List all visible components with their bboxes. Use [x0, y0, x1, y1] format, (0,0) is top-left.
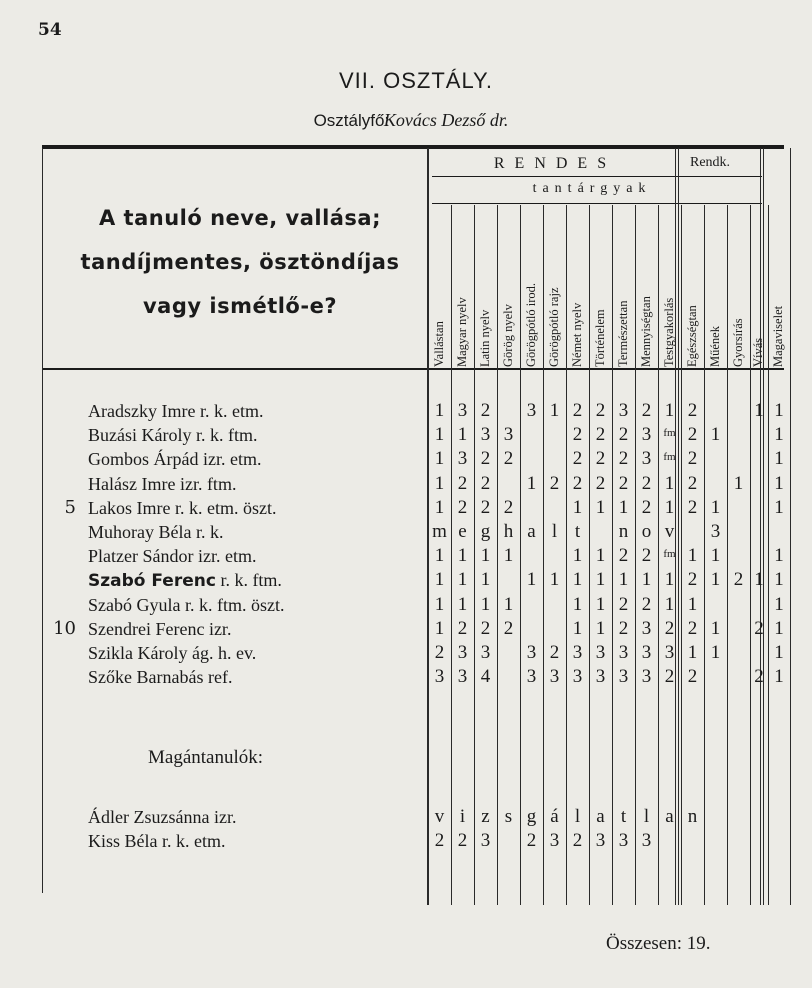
- grade-cell: 1: [687, 642, 698, 663]
- grade-cell: 2: [480, 448, 491, 470]
- grade-cell: 3: [641, 830, 652, 851]
- grade-cell: 1: [754, 569, 764, 591]
- grade-cell: 3: [641, 424, 652, 446]
- grade-cell: 1: [618, 496, 629, 518]
- grade-cell: 1: [687, 545, 698, 567]
- subject-header: [768, 207, 790, 367]
- subject-header: [635, 207, 658, 367]
- grade-cell: 1: [710, 569, 721, 591]
- grade-cell: 3: [457, 666, 468, 688]
- header-line-2: tandíjmentes, ösztöndíjas: [80, 250, 400, 274]
- grade-cell: 1: [572, 496, 583, 518]
- subject-label: Vallástan: [431, 321, 446, 367]
- grade-cell: s: [504, 806, 513, 827]
- grade-cell: 1: [503, 593, 514, 615]
- grade-cell: 1: [595, 545, 606, 567]
- grade-cell: 2: [503, 617, 514, 639]
- grade-cell: 1: [733, 472, 744, 494]
- grade-cell: n: [618, 521, 629, 542]
- grade-cell: 2: [754, 617, 764, 639]
- rendes-header: RENDES: [493, 155, 617, 172]
- grade-cell: 1: [710, 617, 721, 639]
- grade-cell: 3: [641, 666, 652, 688]
- class-title: [0, 68, 812, 94]
- grade-cell: 2: [687, 472, 698, 494]
- row-number: 10: [53, 617, 76, 639]
- subject-header: [566, 207, 589, 367]
- grade-cell: l: [643, 806, 650, 827]
- head-teacher: [0, 110, 812, 131]
- subject-label: Német nyelv: [569, 302, 584, 367]
- grade-cell: a: [596, 806, 605, 827]
- subject-label: Természettan: [615, 300, 630, 367]
- table-row: [0, 568, 812, 592]
- grade-cell: 1: [549, 569, 560, 591]
- grade-cell: 2: [572, 448, 583, 470]
- grade-cell: 1: [774, 424, 784, 446]
- grade-cell: h: [503, 521, 514, 542]
- grade-cell: 1: [526, 569, 537, 591]
- grade-cell: 2: [526, 830, 537, 851]
- grade-cell: 2: [457, 472, 468, 494]
- grade-cell: o: [641, 521, 652, 542]
- table-row: [0, 665, 812, 689]
- student-name: [88, 641, 256, 665]
- grade-cell: t: [574, 521, 581, 542]
- grade-cell: 3: [526, 400, 537, 421]
- header-bottom-rule: [42, 368, 784, 370]
- grade-cell: 1: [503, 545, 514, 567]
- table-row: [0, 593, 812, 617]
- subject-label: Vívás: [751, 337, 765, 367]
- header-line-3: vagy ismétlő-e?: [142, 294, 338, 318]
- subject-header: [543, 207, 566, 367]
- grade-cell: 1: [774, 666, 784, 688]
- grade-cell: 1: [457, 424, 468, 446]
- grade-cell: 1: [710, 424, 721, 446]
- grade-cell: 2: [687, 666, 698, 688]
- grade-cell: 2: [754, 666, 764, 688]
- grade-cell: 1: [595, 569, 606, 591]
- grade-cell: n: [687, 806, 698, 827]
- grade-cell: 3: [457, 448, 468, 470]
- subject-label: Magyar nyelv: [454, 297, 469, 367]
- grade-cell: 3: [503, 424, 514, 446]
- grade-cell: 1: [434, 400, 445, 421]
- subject-label: Egészségtan: [684, 305, 699, 367]
- grade-cell: 1: [434, 472, 445, 494]
- grade-cell: 3: [526, 642, 537, 663]
- subject-header: [612, 207, 635, 367]
- subject-label: Latin nyelv: [477, 309, 492, 367]
- grade-cell: 4: [480, 666, 491, 688]
- grade-cell: 2: [687, 400, 698, 421]
- subject-header: [589, 207, 612, 367]
- grade-cell: 2: [549, 642, 560, 663]
- grade-cell: 2: [687, 496, 698, 518]
- grade-cell: 1: [774, 545, 784, 567]
- grade-cell: l: [574, 806, 581, 827]
- grade-cell: 3: [595, 830, 606, 851]
- grade-cell: 3: [457, 642, 468, 663]
- student-name-text: Szabó Gyula r. k. ftm. öszt.: [88, 594, 285, 615]
- grade-cell: 1: [664, 472, 675, 494]
- grade-cell: 3: [434, 666, 445, 688]
- grade-cell: 2: [733, 569, 744, 591]
- grade-cell: 1: [549, 400, 560, 421]
- grade-cell: a: [527, 521, 536, 542]
- grade-cell: e: [458, 521, 467, 542]
- subject-header: [451, 207, 474, 367]
- grade-cell: 1: [664, 400, 675, 421]
- table-row: [0, 617, 812, 641]
- subject-header: [428, 207, 451, 367]
- grade-cell: t: [620, 806, 627, 827]
- grade-cell: 1: [480, 545, 491, 567]
- subject-header: [520, 207, 543, 367]
- grade-cell: 1: [457, 593, 468, 615]
- grade-cell: 3: [641, 448, 652, 470]
- student-name-text: Szőke Barnabás ref.: [88, 667, 233, 688]
- page-number: 54: [38, 20, 62, 40]
- grade-cell: 1: [434, 448, 445, 470]
- student-name: [88, 447, 261, 471]
- grade-cell: 1: [710, 496, 721, 518]
- grade-cell: 1: [710, 642, 721, 663]
- table-row: [0, 805, 812, 829]
- student-name: [88, 805, 236, 829]
- grade-cell: 3: [549, 666, 560, 688]
- grade-cell: 2: [503, 448, 514, 470]
- grade-cell: 2: [549, 472, 560, 494]
- grade-cell: 3: [664, 642, 675, 663]
- grade-cell: 2: [480, 400, 491, 421]
- student-name: [88, 593, 284, 617]
- grade-cell: 2: [641, 593, 652, 615]
- row-number: 5: [64, 496, 76, 518]
- grade-cell: l: [551, 521, 558, 542]
- student-name: [88, 829, 226, 853]
- tantargyak-header: tantárgyak: [532, 181, 652, 196]
- grade-cell: a: [665, 806, 674, 827]
- subject-label: Mennyiségtan: [638, 296, 653, 367]
- grade-cell: 2: [457, 617, 468, 639]
- subject-header: [474, 207, 497, 367]
- grade-cell: 2: [641, 496, 652, 518]
- student-name-text: Platzer Sándor izr. etm.: [88, 546, 257, 567]
- grade-cell: 2: [595, 472, 606, 494]
- grade-cell: 2: [480, 496, 491, 518]
- grade-cell: 1: [774, 496, 784, 518]
- rendk-header: Rendk.: [690, 155, 731, 170]
- grade-cell: 1: [434, 593, 445, 615]
- subject-label: Görög nyelv: [500, 304, 515, 367]
- grade-cell: 2: [618, 424, 629, 446]
- subject-label: Testgyakorlás: [661, 297, 676, 367]
- grade-cell: fm: [663, 451, 676, 464]
- grade-cell: 2: [641, 472, 652, 494]
- grade-cell: 1: [664, 496, 675, 518]
- subject-label: Magaviselet: [771, 305, 785, 367]
- table-row: [0, 399, 812, 423]
- student-name-text: Aradszky Imre r. k. etm.: [88, 401, 264, 421]
- grade-cell: 1: [595, 593, 606, 615]
- grade-cell: i: [459, 806, 466, 827]
- grade-cell: 2: [618, 472, 629, 494]
- grade-cell: 1: [434, 569, 445, 591]
- grade-cell: 3: [618, 642, 629, 663]
- grade-cell: 1: [687, 593, 698, 615]
- grade-cell: 1: [774, 593, 784, 615]
- grade-cell: 2: [618, 593, 629, 615]
- subject-label: Görögpótló irod.: [523, 282, 538, 367]
- grade-cell: 1: [754, 400, 764, 421]
- grade-cell: 3: [480, 642, 491, 663]
- subject-header: [658, 207, 681, 367]
- grade-cell: 1: [526, 472, 537, 494]
- table-row: [0, 496, 812, 520]
- grade-cell: 3: [710, 521, 721, 542]
- header-line-1: A tanuló neve, vallása;: [98, 206, 382, 230]
- grade-cell: 2: [434, 830, 445, 851]
- grade-cell: 2: [480, 617, 491, 639]
- name-column-header: [50, 196, 430, 328]
- grade-cell: z: [481, 806, 490, 827]
- grade-cell: m: [432, 521, 447, 542]
- grade-cell: 2: [641, 545, 652, 567]
- grade-cell: 3: [618, 400, 629, 421]
- grade-cell: 1: [480, 593, 491, 615]
- table-row: [0, 829, 812, 853]
- grade-cell: 2: [641, 400, 652, 421]
- subject-header: [750, 207, 768, 367]
- grade-cell: 1: [595, 617, 606, 639]
- grade-cell: 3: [549, 830, 560, 851]
- grade-cell: 3: [595, 666, 606, 688]
- grade-cell: 1: [572, 545, 583, 567]
- grade-cell: 3: [641, 642, 652, 663]
- grade-cell: 1: [434, 496, 445, 518]
- grade-cell: 1: [434, 617, 445, 639]
- grade-cell: 1: [434, 545, 445, 567]
- grade-cell: 1: [480, 569, 491, 591]
- grade-cell: 1: [572, 593, 583, 615]
- grade-cell: 1: [618, 569, 629, 591]
- top-rule: [42, 145, 784, 149]
- student-name-text: Halász Imre izr. ftm.: [88, 473, 237, 494]
- grade-cell: 2: [503, 496, 514, 518]
- grade-cell: 1: [595, 496, 606, 518]
- subject-label: Gyorsírás: [730, 318, 745, 367]
- grade-cell: 2: [595, 400, 606, 421]
- grade-cell: 3: [480, 424, 491, 446]
- student-name-text: Szikla Károly ág. h. ev.: [88, 643, 257, 663]
- student-name-bold: Szabó Ferenc: [88, 571, 216, 592]
- student-name: [88, 423, 257, 447]
- grade-cell: fm: [663, 548, 676, 561]
- grade-cell: á: [550, 806, 559, 827]
- grade-cell: 1: [664, 593, 675, 615]
- grade-cell: 2: [457, 830, 468, 851]
- grade-cell: 2: [572, 400, 583, 421]
- grade-cell: g: [526, 806, 537, 827]
- student-name: [88, 472, 236, 496]
- grade-cell: v: [434, 806, 445, 827]
- student-name: [88, 544, 256, 568]
- grade-cell: 1: [434, 424, 445, 446]
- grade-cell: 3: [572, 642, 583, 663]
- student-name: [88, 568, 282, 593]
- grade-cell: 2: [595, 424, 606, 446]
- grade-cell: 2: [434, 642, 445, 663]
- student-name: [88, 496, 276, 520]
- grade-cell: 2: [572, 830, 583, 851]
- grade-cell: 2: [595, 448, 606, 470]
- table-row: [0, 423, 812, 447]
- student-name-text: Kiss Béla r. k. etm.: [88, 831, 226, 851]
- head-teacher-name: Kovács Dezső dr.: [383, 110, 509, 130]
- grade-cell: 2: [618, 617, 629, 639]
- student-name: [88, 520, 223, 544]
- grade-cell: 3: [457, 400, 468, 421]
- total: Összesen: 19.: [606, 933, 711, 954]
- grade-cell: 1: [774, 400, 784, 421]
- grade-cell: 1: [710, 545, 721, 567]
- grade-cell: 3: [595, 642, 606, 663]
- grade-cell: 1: [774, 642, 784, 663]
- table-row: [0, 641, 812, 665]
- grade-cell: 2: [572, 472, 583, 494]
- grade-cell: 2: [457, 496, 468, 518]
- grade-cell: g: [480, 521, 491, 542]
- student-name: [88, 617, 231, 641]
- table-row: [0, 544, 812, 568]
- subject-header: [727, 207, 750, 367]
- rendes-underline: [432, 176, 762, 177]
- grade-cell: 2: [664, 617, 675, 639]
- student-name-text: Szendrei Ferenc izr.: [88, 618, 232, 639]
- grade-cell: 3: [480, 830, 491, 851]
- table-row: [0, 447, 812, 471]
- table-row: [0, 472, 812, 496]
- grade-cell: 3: [618, 830, 629, 851]
- tantargyak-underline: [432, 203, 762, 204]
- subject-label: Görögpótló rajz: [546, 287, 561, 367]
- grade-cell: 2: [618, 545, 629, 567]
- grade-cell: 1: [774, 472, 784, 494]
- grade-cell: 2: [687, 424, 698, 446]
- student-name-text: Lakos Imre r. k. etm. öszt.: [88, 497, 277, 518]
- grade-cell: 1: [457, 545, 468, 567]
- grade-cell: 3: [572, 666, 583, 688]
- grade-cell: 2: [480, 472, 491, 494]
- grade-cell: 3: [618, 666, 629, 688]
- private-students-label: Magántanulók:: [148, 747, 264, 768]
- grade-cell: 3: [641, 617, 652, 639]
- grade-cell: 1: [664, 569, 675, 591]
- subject-header: [497, 207, 520, 367]
- subject-header: [681, 207, 704, 367]
- student-name-text: r. k. ftm.: [215, 570, 282, 591]
- class-title-text: VII. OSZTÁLY.: [338, 68, 493, 93]
- grade-cell: 1: [774, 569, 784, 591]
- student-name-text: Gombos Árpád izr. etm.: [88, 449, 262, 470]
- student-name-text: Muhoray Béla r. k.: [88, 522, 224, 542]
- grade-cell: 2: [618, 448, 629, 470]
- grade-cell: 2: [664, 666, 675, 688]
- student-name: [88, 399, 263, 423]
- grade-cell: 1: [572, 569, 583, 591]
- grade-cell: 1: [457, 569, 468, 591]
- grade-cell: 3: [526, 666, 537, 688]
- table-row: [0, 520, 812, 544]
- grade-cell: 2: [687, 617, 698, 639]
- grade-cell: 2: [572, 424, 583, 446]
- student-name-text: Ádler Zsuzsánna izr.: [88, 807, 237, 827]
- head-teacher-label: Osztályfő:: [313, 111, 390, 130]
- grade-cell: 1: [774, 617, 784, 639]
- grade-cell: 1: [774, 448, 784, 470]
- subject-label: Történelem: [592, 309, 607, 367]
- student-name: [88, 665, 232, 689]
- grade-cell: 1: [641, 569, 652, 591]
- grade-cell: fm: [663, 427, 676, 440]
- grade-cell: 2: [687, 448, 698, 470]
- grade-cell: v: [664, 521, 675, 542]
- subject-header: [704, 207, 727, 367]
- grade-cell: 2: [687, 569, 698, 591]
- subject-label: Műének: [707, 326, 722, 367]
- student-name-text: Buzási Károly r. k. ftm.: [88, 425, 258, 446]
- grade-cell: 1: [572, 617, 583, 639]
